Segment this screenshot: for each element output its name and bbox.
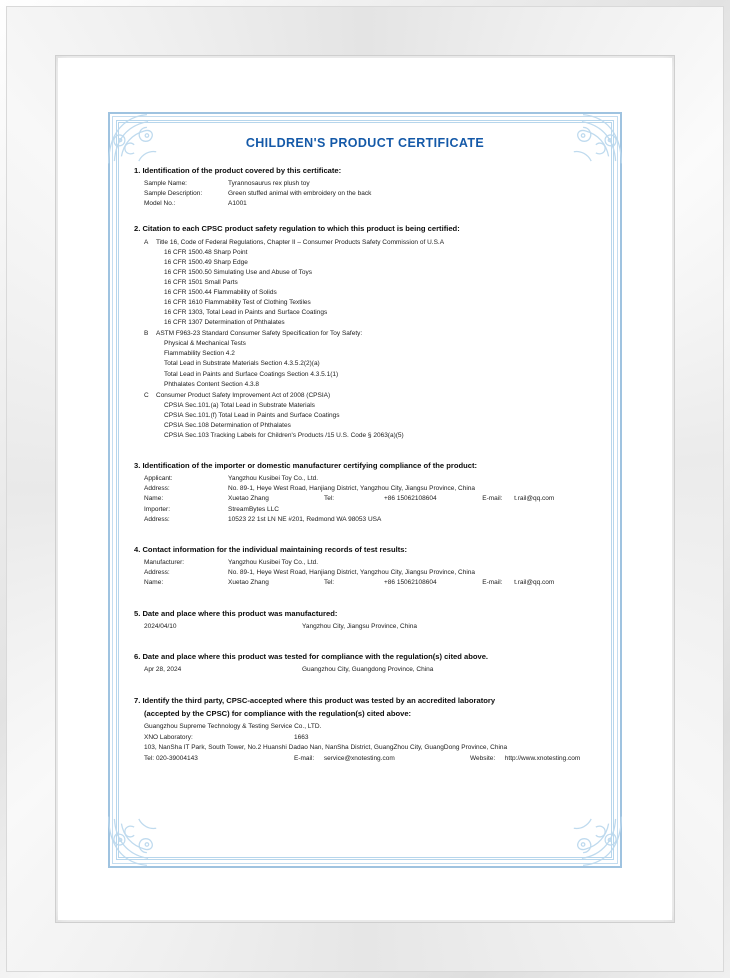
field-model-no [144, 199, 596, 209]
regulation-group-a [134, 238, 596, 329]
email-value: service@xnotesting.com [323, 754, 395, 762]
section-test-date-place [134, 652, 596, 676]
regulation-item: CPSIA Sec.108 Determination of Phthalates [164, 421, 291, 429]
group-letter: C [144, 391, 149, 399]
regulation-group-title [134, 329, 596, 339]
section-7-heading-line2: (accepted by the CPSC) for compliance with the regulation(s) cited above: [144, 709, 412, 719]
field-contact-row [144, 578, 596, 588]
value: No. 89-1, Heye West Road, Hanjiang District, Yangzhou City, Jiangsu Province, China [228, 485, 475, 493]
tel-label: Tel: [324, 579, 335, 587]
field-address [144, 568, 596, 578]
regulation-item: CPSIA Sec.101.(a) Total Lead in Substrate Materials [164, 401, 315, 409]
value: No. 89-1, Heye West Road, Hanjiang District, Yangzhou City, Jiangsu Province, China [228, 569, 475, 577]
label: Sample Name: [144, 180, 187, 188]
section-7-heading-line1: 7. Identify the third party, CPSC-accepted where this product was tested by an accredited laboratory [134, 695, 496, 705]
certificate-content [134, 136, 596, 775]
field-manufacturer [144, 558, 596, 568]
field-sample-name [144, 179, 596, 189]
regulation-item: 16 CFR 1500.50 Simulating Use and Abuse of Toys [164, 268, 313, 276]
tel-label: Tel: [324, 495, 335, 503]
field-contact-row [144, 494, 596, 504]
lab-contact-row [134, 754, 596, 764]
lab-tel [144, 754, 294, 764]
label: Address: [144, 569, 170, 577]
value: Yangzhou Kusibei Toy Co., Ltd. [228, 475, 319, 483]
value: A1001 [228, 200, 247, 208]
regulation-item: 16 CFR 1500.48 Sharp Point [164, 248, 248, 256]
section-4-heading: 4. Contact information for the individual maintaining records of test results: [134, 544, 407, 554]
manufacture-date-place-row [134, 622, 596, 632]
group-title: ASTM F963-23 Standard Consumer Safety Specification for Toy Safety: [156, 330, 363, 338]
regulation-group-title [134, 391, 596, 401]
regulation-item: 16 CFR 1610 Flammability Test of Clothing Textiles [164, 299, 311, 307]
label: Model No.: [144, 200, 176, 208]
tel-and-email [384, 494, 596, 504]
regulation-item: 16 CFR 1501 Small Parts [164, 278, 238, 286]
value: Yangzhou Kusibei Toy Co., Ltd. [228, 559, 319, 567]
section-1-heading: 1. Identification of the product covered by this certificate: [134, 166, 342, 175]
corner-flourish-icon [104, 812, 162, 870]
group-letter: A [144, 238, 149, 246]
value: 10523 22 1st LN NE #201, Redmond WA 98053 USA [228, 515, 382, 523]
test-date-place-row [134, 665, 596, 675]
label: Name: [144, 495, 164, 503]
tel-value: +86 15062108604 [384, 495, 437, 503]
lab-value: 1663 [294, 733, 309, 741]
field-sample-description [144, 189, 596, 199]
regulation-item: 16 CFR 1303, Total Lead in Paints and Surface Coatings [164, 309, 328, 317]
label: Manufacturer: [144, 559, 185, 567]
value: Green stuffed animal with embroidery on the back [228, 190, 372, 198]
value: Xuetao Zhang [228, 579, 269, 587]
email-value: t.rail@qq.com [514, 579, 555, 587]
tel-and-email [384, 578, 596, 588]
website-label: Website: [470, 754, 496, 762]
regulation-item: Physical & Mechanical Tests [164, 340, 246, 348]
regulation-item: CPSIA Sec.103 Tracking Labels for Children's Products /15 U.S. Code § 2063(a)(5) [164, 431, 404, 439]
tel-value: 020-39004143 [155, 754, 198, 762]
regulation-item: 16 CFR 1500.49 Sharp Edge [164, 258, 248, 266]
lab-label: XNO Laboratory: [144, 733, 193, 741]
lab-email [294, 754, 470, 764]
field-importer [144, 505, 596, 515]
regulation-group-title [134, 238, 596, 248]
lab-address: 103, NanSha IT Park, South Tower, No.2 Huanshi Dadao Nan, NanSha District, GuangZhou City, GuangDong Province, China [144, 744, 508, 752]
value: Tyrannosaurus rex plush toy [228, 180, 310, 188]
section-manufacture-date-place [134, 609, 596, 633]
certificate-page [58, 58, 672, 920]
section-regulation-citations [134, 224, 596, 441]
email-label: E-mail: [294, 754, 315, 762]
regulation-item: CPSIA Sec.101.(f) Total Lead in Paints and Surface Coatings [164, 411, 340, 419]
label: Sample Description: [144, 190, 203, 198]
regulation-item: Total Lead in Substrate Materials Section 4.3.5.2(2)(a) [164, 360, 320, 368]
manufacture-date: 2024/04/10 [144, 622, 177, 630]
tel-label: Tel: [144, 754, 155, 762]
group-title: Title 16, Code of Federal Regulations, Chapter II – Consumer Products Safety Commission of U.S.A [156, 238, 445, 246]
email-label: E-mail: [482, 579, 503, 587]
field-applicant [144, 474, 596, 484]
section-3-heading: 3. Identification of the importer or domestic manufacturer certifying compliance of the product: [134, 460, 478, 470]
regulation-group-b [134, 329, 596, 389]
test-place: Guangzhou City, Guangdong Province, China [302, 666, 434, 674]
lab-company: Guangzhou Supreme Technology & Testing Service Co., LTD. [144, 723, 322, 731]
section-third-party-lab [134, 696, 596, 764]
regulation-item: 16 CFR 1307 Determination of Phthalates [164, 319, 285, 327]
test-date: Apr 28, 2024 [144, 666, 182, 674]
email-label: E-mail: [482, 495, 503, 503]
field-address [144, 484, 596, 494]
section-6-heading: 6. Date and place where this product was tested for compliance with the regulation(s) cited above. [134, 652, 489, 662]
value: StreamBytes LLC [228, 505, 279, 513]
regulation-group-c [134, 391, 596, 441]
section-importer-identification [134, 461, 596, 525]
website-value: http://www.xnotesting.com [504, 754, 581, 762]
field-importer-address [144, 515, 596, 525]
label: Address: [144, 485, 170, 493]
page-title: CHILDREN'S PRODUCT CERTIFICATE [245, 136, 485, 150]
label: Address: [144, 515, 170, 523]
regulation-item: Phthalates Content Section 4.3.8 [164, 380, 260, 388]
tel-value: +86 15062108604 [384, 579, 437, 587]
group-letter: B [144, 330, 149, 338]
label: Applicant: [144, 475, 173, 483]
lab-number-row [134, 733, 596, 743]
corner-flourish-icon [568, 812, 626, 870]
regulation-item: Flammability Section 4.2 [164, 350, 235, 358]
group-title: Consumer Product Safety Improvement Act of 2008 (CPSIA) [156, 391, 331, 399]
regulation-item: 16 CFR 1500.44 Flammability of Solids [164, 289, 277, 296]
section-5-heading: 5. Date and place where this product was manufactured: [134, 608, 338, 618]
label: Name: [144, 579, 164, 587]
section-product-identification [134, 166, 596, 209]
label: Importer: [144, 505, 171, 513]
section-2-heading: 2. Citation to each CPSC product safety regulation to which this product is being certified: [134, 224, 460, 234]
manufacture-place: Yangzhou City, Jiangsu Province, China [302, 622, 418, 630]
section-records-contact [134, 545, 596, 589]
value: Xuetao Zhang [228, 495, 269, 503]
lab-website [470, 754, 596, 764]
regulation-item: Total Lead in Paints and Surface Coatings Section 4.3.5.1(1) [164, 370, 339, 378]
email-value: t.rail@qq.com [514, 495, 555, 503]
